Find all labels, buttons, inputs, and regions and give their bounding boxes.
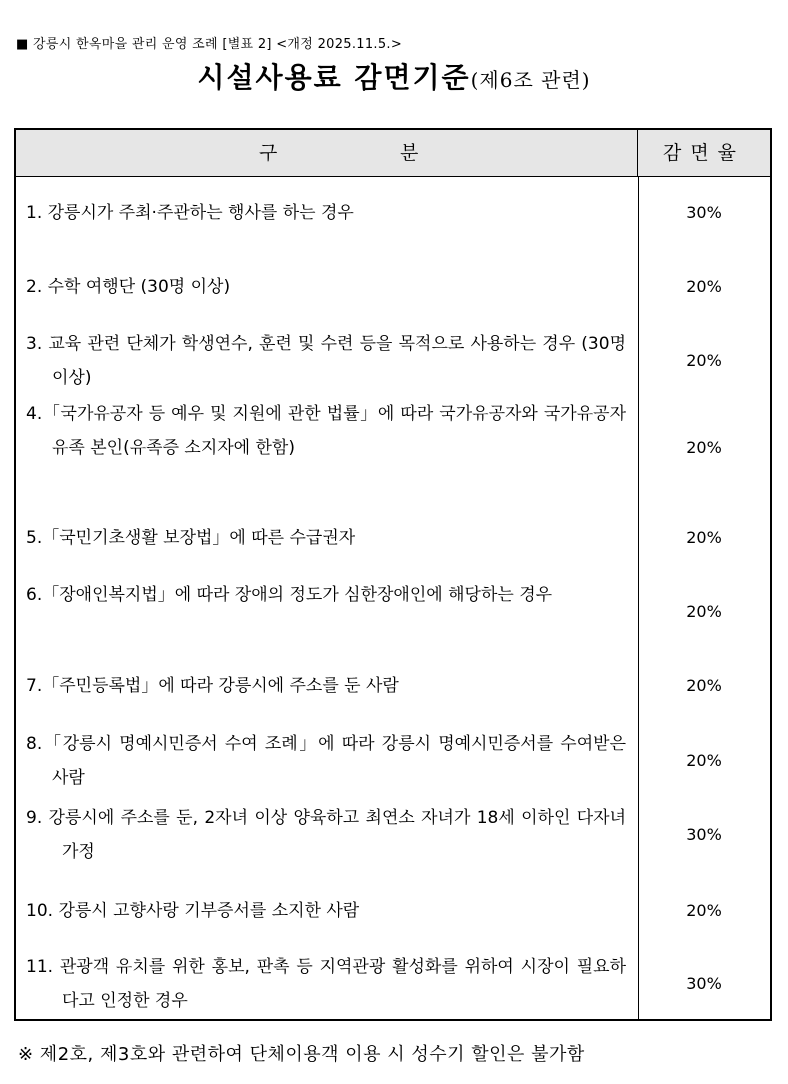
row-text: 1. 강릉시가 주최·주관하는 행사를 하는 경우 — [26, 203, 354, 223]
header-rate: 감면율 — [662, 142, 746, 164]
table-row — [16, 801, 770, 869]
row-text: 11. 관광객 유치를 위한 홍보, 판촉 등 지역관광 활성화를 위하여 시장이 필요하다고 인정한 경우 — [26, 957, 626, 1011]
row-rate: 20% — [686, 528, 722, 547]
row-rate: 20% — [686, 676, 722, 695]
row-rate: 30% — [686, 974, 722, 993]
footnote: ※ 제2호, 제3호와 관련하여 단체이용객 이용 시 성수기 할인은 불가함 — [18, 1044, 585, 1065]
row-text: 8.「강릉시 명예시민증서 수여 조례」에 따라 강릉시 명예시민증서를 수여받은 사람 — [26, 734, 626, 788]
table-row — [16, 397, 770, 499]
row-text: 2. 수학 여행단 (30명 이상) — [26, 277, 231, 297]
row-text: 10. 강릉시 고향사랑 기부증서를 소지한 사람 — [26, 901, 360, 921]
row-rate: 20% — [686, 277, 722, 296]
table-row — [16, 578, 770, 646]
header-category-char-1: 구 — [259, 142, 278, 164]
table-row — [16, 196, 770, 236]
row-text: 5.「국민기초생활 보장법」에 따른 수급권자 — [26, 528, 356, 548]
table-row — [16, 270, 770, 310]
table-row — [16, 669, 770, 709]
page-title — [0, 56, 788, 96]
header-category — [16, 130, 638, 176]
row-text: 4.「국가유공자 등 예우 및 지원에 관한 법률」에 따라 국가유공자와 국가유공자 유족 본인(유족증 소지자에 한함) — [26, 404, 626, 458]
table-row — [16, 894, 770, 934]
row-rate: 20% — [686, 901, 722, 920]
row-text: 3. 교육 관련 단체가 학생연수, 훈련 및 수련 등을 목적으로 사용하는 경우 (30명 이상) — [26, 334, 626, 388]
table-row — [16, 727, 770, 795]
row-text: 9. 강릉시에 주소를 둔, 2자녀 이상 양육하고 최연소 자녀가 18세 이하인 다자녀 가정 — [26, 808, 626, 862]
row-rate: 30% — [686, 203, 722, 222]
header-category-char-2: 분 — [400, 142, 419, 164]
reduction-table — [14, 128, 772, 1021]
table-header — [16, 130, 770, 177]
row-text: 6.「장애인복지법」에 따라 장애의 정도가 심한장애인에 해당하는 경우 — [26, 585, 553, 605]
table-row — [16, 950, 770, 1018]
row-rate: 30% — [686, 825, 722, 844]
document-header: ■ 강릉시 한옥마을 관리 운영 조례 [별표 2] <개정 2025.11.5.> — [16, 37, 403, 52]
row-rate: 20% — [686, 751, 722, 770]
title-main: 시설사용료 감면기준 — [197, 61, 471, 94]
row-rate: 20% — [686, 438, 722, 457]
table-row — [16, 521, 770, 561]
table-row — [16, 327, 770, 395]
row-rate: 20% — [686, 351, 722, 370]
title-sub: (제6조 관련) — [470, 68, 591, 92]
row-text: 7.「주민등록법」에 따라 강릉시에 주소를 둔 사람 — [26, 676, 399, 696]
row-rate: 20% — [686, 602, 722, 621]
